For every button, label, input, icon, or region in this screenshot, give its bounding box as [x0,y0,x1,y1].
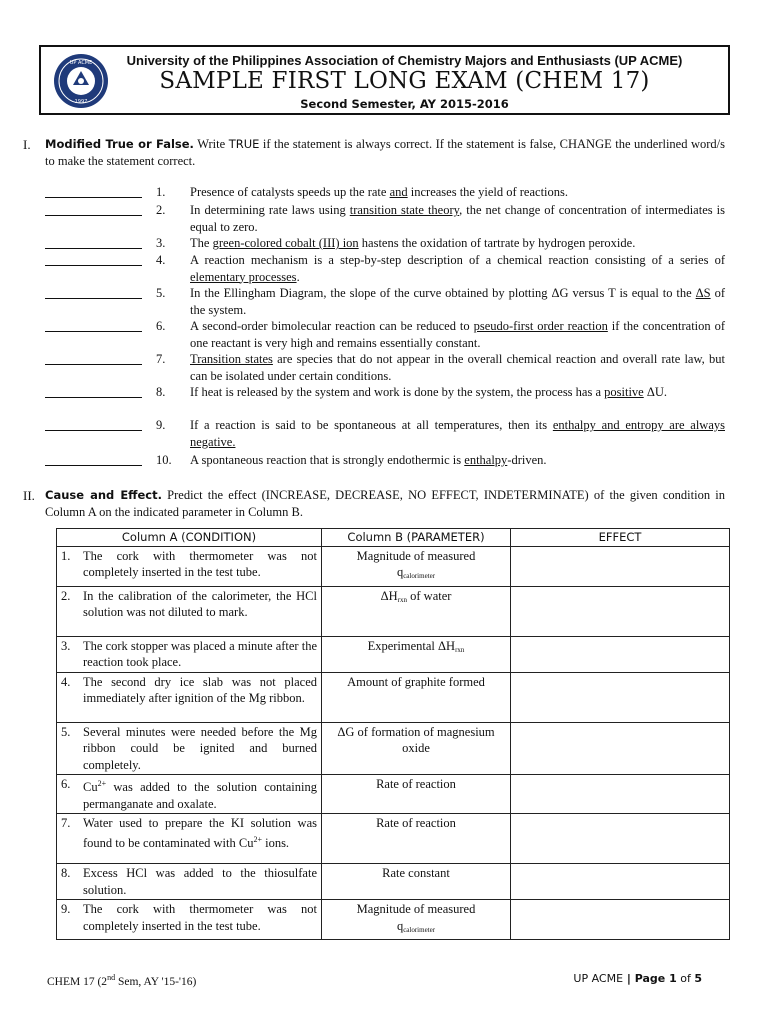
footer-page: UP ACME | Page 1 of 5 [573,972,702,985]
parameter-cell: Rate of reaction [322,814,511,864]
table-row [57,722,730,775]
parameter-cell: Rate constant [322,864,511,900]
answer-blank[interactable] [45,385,142,398]
cause-effect-table [56,528,730,940]
underlined-term: enthalpy [464,453,508,467]
table-row [57,775,730,814]
answer-blank[interactable] [45,203,142,216]
underlined-term: ΔS [695,286,711,300]
item-number: 3. [156,236,166,250]
tf-item [45,202,725,235]
tf-item [45,235,725,252]
table-row [57,636,730,672]
condition-cell: 7. Water used to prepare the KI solution was found to be contaminated with $Cu^{2+}$ ions. [57,814,322,864]
table-row [57,672,730,722]
semester-label: Second Semester, AY 2015-2016 [300,97,509,111]
tf-item [45,452,725,469]
exam-title: SAMPLE FIRST LONG EXAM (CHEM 17) [159,68,650,94]
underlined-term: and [389,185,408,199]
item-statement: The green-colored cobalt (III) ion hastens the oxidation of tartrate by hydrogen peroxide. [190,236,636,250]
svg-text:UP ACME: UP ACME [69,60,93,66]
condition-cell: 4. The second dry ice slab was not placed immediately after ignition of the Mg ribbon. [57,672,322,722]
item-statement: A spontaneous reaction that is strongly endothermic is enthalpy-driven. [190,453,547,467]
table-row [57,586,730,636]
parameter-cell: Amount of graphite formed [322,672,511,722]
footer-course: CHEM 17 (2nd Sem, AY '15-'16) [47,973,197,988]
answer-blank[interactable] [45,286,142,299]
condition-cell: 2. In the calibration of the calorimeter, the HCl solution was not diluted to mark. [57,586,322,636]
item-statement: If heat is released by the system and work is done by the system, the process has a positive ΔU. [190,385,668,399]
condition-cell: 8. Excess HCl was added to the thiosulfate solution. [57,864,322,900]
condition-cell: 3. The cork stopper was placed a minute after the reaction took place. [57,636,322,672]
item-statement: A second-order bimolecular reaction can be reduced to pseudo-first order reaction if the concentration of one reactant is very high and remains essentially constant. [190,319,725,350]
tf-item [45,184,725,201]
item-statement: In determining rate laws using transition state theory, the net change of concentration of intermediates is equal to zero. [190,203,725,234]
svg-text:1997: 1997 [74,99,88,105]
answer-blank[interactable] [45,236,142,249]
part2-roman: II. [23,488,35,503]
parameter-cell: Experimental $\Delta H_{rxn}$ [322,636,511,672]
underlined-term: pseudo-first order reaction [473,319,608,333]
item-statement: In the Ellingham Diagram, the slope of the curve obtained by plotting ΔG versus T is equal to the ΔS of the system. [190,286,725,317]
tf-item [45,351,725,384]
effect-answer-cell[interactable] [511,775,730,814]
item-number: 6. [156,319,166,333]
table-row [57,814,730,864]
condition-cell: 6. $Cu^{2+}$ was added to the solution containing permanganate and oxalate. [57,775,322,814]
effect-answer-cell[interactable] [511,900,730,940]
item-number: 10. [156,453,172,467]
item-number: 9. [156,418,166,432]
answer-blank[interactable] [45,453,142,466]
item-statement: If a reaction is said to be spontaneous at all temperatures, then its enthalpy and entropy are always negative. [190,418,725,449]
underlined-term: elementary processes [190,269,297,284]
item-number: 1. [156,185,166,199]
tf-item [45,384,725,401]
condition-cell: 5. Several minutes were needed before the Mg ribbon could be ignited and burned completely. [57,722,322,775]
answer-blank[interactable] [45,352,142,365]
effect-answer-cell[interactable] [511,636,730,672]
table-row [57,546,730,586]
part1-roman: I. [23,137,31,152]
answer-blank[interactable] [45,319,142,332]
parameter-cell: Rate of reaction [322,775,511,814]
effect-answer-cell[interactable] [511,586,730,636]
condition-cell: 1. The cork with thermometer was not completely inserted in the test tube. [57,546,322,586]
parameter-cell: Magnitude of measured $q_{calorimeter}$ [322,900,511,940]
tf-item [45,285,725,318]
item-number: 7. [156,352,166,366]
tf-item [45,417,725,450]
effect-answer-cell[interactable] [511,864,730,900]
part2-heading: Cause and Effect. [45,488,162,502]
underlined-term: green-colored cobalt (III) ion [212,236,359,250]
part1-heading: Modified True or False. [45,137,194,151]
underlined-term: positive [604,385,644,399]
parameter-cell: Magnitude of measured $q_{calorimeter}$ [322,546,511,586]
condition-cell: 9. The cork with thermometer was not completely inserted in the test tube. [57,900,322,940]
part1-instructions: Modified True or False. Write TRUE if the statement is always correct. If the statement is false, CHANGE the underlined word/s to make the statement correct. [45,137,726,168]
parameter-cell: $\Delta H_{rxn}$ of water [322,586,511,636]
item-number: 2. [156,203,166,217]
answer-blank[interactable] [45,418,142,431]
item-statement: Transition states are species that do not appear in the overall chemical reaction and overall rate law, but can be isolated under certain conditions. [190,352,725,383]
answer-blank[interactable] [45,253,142,266]
effect-answer-cell[interactable] [511,814,730,864]
parameter-cell: ΔG of formation of magnesium oxide [322,722,511,775]
effect-answer-cell[interactable] [511,546,730,586]
table-row [57,864,730,900]
column-b-header: Column B (PARAMETER) [322,529,511,547]
item-number: 4. [156,253,166,267]
column-a-header: Column A (CONDITION) [57,529,322,547]
underlined-term: transition state theory [349,203,460,217]
underlined-term: Transition states [190,352,273,366]
item-number: 8. [156,385,166,399]
underlined-term: enthalpy and entropy are always negative. [190,418,725,449]
part2-instructions: Cause and Effect. Predict the effect (INCREASE, DECREASE, NO EFFECT, INDETERMINATE) of the given condition in Column A on the indicated parameter in Column B. [45,488,725,519]
item-statement: Presence of catalysts speeds up the rate and increases the yield of reactions. [190,185,569,199]
table-row [57,900,730,940]
tf-item [45,252,725,285]
effect-answer-cell[interactable] [511,722,730,775]
exam-header [39,45,730,115]
answer-blank[interactable] [45,185,142,198]
effect-answer-cell[interactable] [511,672,730,722]
organization-name: University of the Philippines Association of Chemistry Majors and Enthusiasts (UP ACME) [126,53,683,68]
item-number: 5. [156,286,166,300]
effect-header: EFFECT [511,529,730,547]
tf-item [45,318,725,351]
item-statement: A reaction mechanism is a step-by-step description of a chemical reaction consisting of a series of elementary processes. [190,253,725,284]
